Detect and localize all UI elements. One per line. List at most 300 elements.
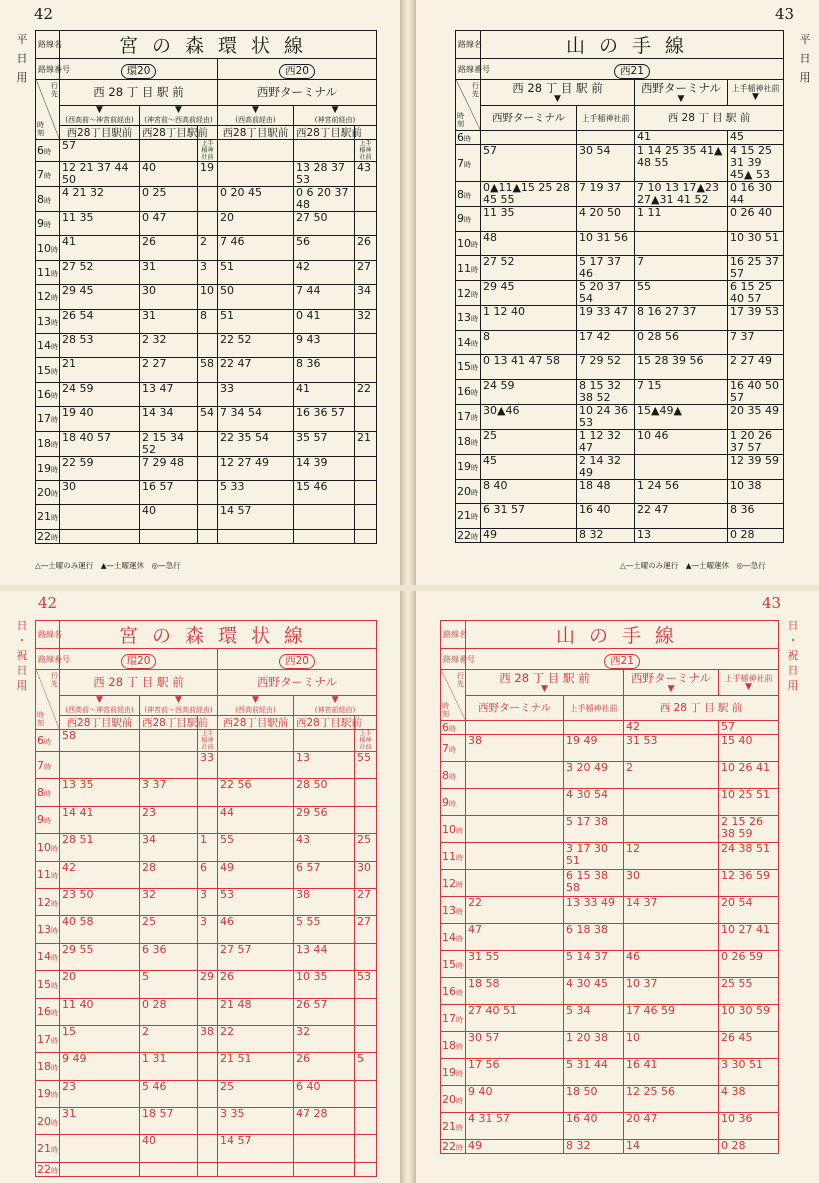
special-dest-note: 上手稲神社前	[198, 140, 218, 162]
sub-dest: 上手稲神社前	[564, 696, 624, 721]
down-arrow-icon: ▼	[252, 105, 259, 115]
minutes-cell: 3 37	[140, 779, 198, 806]
minutes-cell: 58	[198, 358, 218, 382]
minutes-cell: 23	[140, 806, 198, 833]
hour-value: 12	[457, 286, 471, 300]
page-number-top-right: 43	[775, 5, 795, 23]
minutes-cell: 14	[624, 1140, 719, 1154]
hour-value: 18	[442, 1038, 456, 1052]
sub-dest: 西野ターミナル	[481, 106, 577, 131]
hour-cell	[36, 358, 60, 382]
minutes-cell: 8	[481, 330, 577, 355]
minutes-cell: 2 15 26 38 59	[719, 816, 779, 843]
minutes-cell: 10 31 56	[577, 231, 635, 256]
table-row	[456, 429, 784, 454]
table-row	[36, 260, 377, 284]
table-row	[36, 916, 377, 943]
table-row	[441, 1059, 779, 1086]
minutes-cell: 41	[294, 382, 355, 406]
minutes-cell: 55	[355, 752, 377, 779]
minutes-cell: 0▲11▲15 25 28 45 55	[481, 182, 577, 207]
table-row	[36, 806, 377, 833]
hour-value: 12	[37, 290, 51, 304]
table-row	[36, 730, 377, 752]
via-text: (西高前経由)	[235, 706, 276, 714]
hour-value: 21	[37, 510, 51, 524]
hour-suffix: 時	[471, 389, 478, 397]
hour-suffix: 時	[456, 934, 463, 943]
dest-name: 西 28 丁 目 駅 前	[93, 85, 184, 99]
minutes-cell: 49	[466, 1140, 564, 1154]
side-char: 日	[16, 664, 28, 677]
minutes-cell	[355, 187, 377, 212]
hour-suffix: 時	[471, 290, 478, 299]
corner-header	[441, 670, 466, 721]
minutes-cell	[355, 505, 377, 529]
hour-value: 19	[442, 1065, 456, 1079]
table-row	[36, 1108, 377, 1135]
route-badge: 西21	[604, 654, 640, 669]
minutes-cell: 15▲49▲	[635, 404, 728, 429]
hour-value: 13	[442, 903, 456, 917]
route-title: 宮の森環状線	[60, 621, 377, 649]
minutes-cell: 26 45	[719, 1032, 779, 1059]
minutes-cell: 28	[140, 861, 198, 888]
minutes-cell: 5 33	[218, 480, 294, 504]
minutes-cell: 6 36	[140, 943, 198, 970]
minutes-cell: 16 25 37 57	[728, 256, 784, 281]
minutes-cell: 57	[719, 721, 779, 735]
minutes-cell: 0 26 40	[728, 207, 784, 232]
side-char: 用	[16, 679, 28, 692]
dest-name: 上手稲神社前	[724, 673, 773, 683]
table-row	[456, 330, 784, 355]
hour-value: 15	[37, 363, 51, 377]
minutes-cell: 3 35	[218, 1108, 294, 1135]
side-char: 平	[16, 33, 28, 46]
minutes-cell	[60, 505, 140, 529]
hour-value: 11	[442, 849, 456, 863]
hour-cell	[456, 231, 481, 256]
hour-cell	[36, 834, 60, 861]
hour-cell	[36, 1108, 60, 1135]
minutes-cell	[218, 162, 294, 187]
minutes-cell: 40	[140, 1135, 198, 1162]
minutes-cell: 3 30 51	[719, 1059, 779, 1086]
hour-value: 22	[457, 528, 471, 542]
special-dest-note: 上手稲神社前	[198, 730, 218, 752]
minutes-cell: 14 57	[218, 505, 294, 529]
route-badge: 西20	[279, 654, 315, 669]
hour-value: 18	[37, 437, 51, 451]
minutes-cell	[355, 480, 377, 504]
hour-cell	[36, 285, 60, 309]
minutes-cell: 4 30 54	[564, 789, 624, 816]
hour-suffix: 時	[471, 464, 478, 472]
minutes-cell	[355, 943, 377, 970]
hour-value: 11	[37, 868, 51, 882]
minutes-cell: 8 32	[564, 1140, 624, 1154]
hour-cell	[456, 528, 481, 542]
timetable-body	[36, 730, 377, 1177]
hour-label: 時刻	[442, 702, 449, 718]
minutes-cell: 1 20 38	[564, 1032, 624, 1059]
minutes-cell: 30	[60, 480, 140, 504]
legend-left: △―土曜のみ運行 ▲―土曜運休 ◎―急行	[35, 561, 181, 570]
minutes-cell	[355, 779, 377, 806]
minutes-cell	[466, 843, 564, 870]
minutes-cell: 26 57	[294, 998, 355, 1025]
route-badge: 環20	[121, 654, 157, 669]
hour-value: 17	[442, 1011, 456, 1025]
minutes-cell: 28 53	[60, 333, 140, 357]
minutes-cell	[355, 1135, 377, 1162]
hour-value: 22	[37, 1162, 51, 1176]
hour-cell	[441, 924, 466, 951]
hour-suffix: 時	[51, 1009, 58, 1018]
table-row	[456, 528, 784, 542]
hour-suffix: 時	[471, 532, 478, 541]
hour-suffix: 時	[51, 416, 58, 425]
side-char: 日	[799, 52, 811, 65]
hour-suffix: 時	[51, 490, 58, 499]
minutes-cell: 0 28	[728, 528, 784, 542]
table-row	[36, 998, 377, 1025]
hour-label: 時刻	[37, 121, 44, 137]
minutes-cell	[218, 529, 294, 543]
binding-gutter-top	[400, 0, 416, 585]
hour-value: 22	[442, 1140, 456, 1153]
hour-value: 7	[457, 156, 464, 170]
down-arrow-icon: ▼	[752, 91, 759, 102]
sub-dest: 上手稲神社前	[577, 106, 635, 131]
route-number-cell	[466, 649, 779, 670]
minutes-cell: 10 24 36 53	[577, 404, 635, 429]
hour-cell	[36, 382, 60, 406]
hour-cell	[441, 816, 466, 843]
hour-cell	[441, 762, 466, 789]
sub-dest: 西 28 丁 目 駅 前	[635, 106, 784, 131]
minutes-cell	[218, 140, 294, 162]
route-badge: 環20	[121, 64, 157, 79]
hour-value: 18	[37, 1059, 51, 1073]
minutes-cell: 16 40 50 57	[728, 379, 784, 404]
down-arrow-icon: ▼	[331, 105, 339, 115]
hour-cell	[36, 333, 60, 357]
hour-value: 19	[37, 1087, 51, 1101]
minutes-cell: 40	[140, 162, 198, 187]
hour-suffix: 時	[51, 318, 58, 327]
minutes-cell	[577, 131, 635, 145]
sub-dest: 西28丁目駅前	[294, 716, 355, 730]
hour-cell	[441, 951, 466, 978]
dest-header	[719, 670, 779, 696]
minutes-cell: 20 54	[719, 897, 779, 924]
weekday-label-left	[15, 30, 29, 87]
table-row	[441, 951, 779, 978]
minutes-cell: 4 30 45	[564, 978, 624, 1005]
minutes-cell: 29	[198, 971, 218, 998]
minutes-cell: 15 46	[294, 480, 355, 504]
dest-header	[624, 670, 719, 696]
minutes-cell	[198, 1135, 218, 1162]
hour-suffix: 時	[456, 1096, 463, 1105]
minutes-cell	[60, 529, 140, 543]
minutes-cell: 58	[60, 730, 140, 752]
minutes-cell: 8 15 32 38 52	[577, 379, 635, 404]
hour-value: 6	[37, 734, 44, 747]
minutes-cell: 11 40	[60, 998, 140, 1025]
minutes-cell: 25	[481, 429, 577, 454]
hour-cell	[441, 978, 466, 1005]
table-row	[456, 504, 784, 529]
down-arrow-icon: ▼	[667, 683, 675, 694]
minutes-cell: 1 20 26 37 57	[728, 429, 784, 454]
down-arrow-icon: ▼	[175, 105, 182, 115]
minutes-cell: 47 28	[294, 1108, 355, 1135]
minutes-cell	[218, 752, 294, 779]
table-row	[36, 162, 377, 187]
dest-header	[481, 80, 635, 106]
hour-suffix: 時	[51, 367, 58, 376]
hour-suffix: 時	[456, 1042, 463, 1051]
table-row	[36, 407, 377, 431]
minutes-cell: 21	[60, 358, 140, 382]
minutes-cell	[466, 816, 564, 843]
route-number-cell	[481, 59, 784, 80]
via-text: (神宮前経由)	[314, 116, 356, 124]
minutes-cell	[624, 789, 719, 816]
via-text: (神宮前経由)	[314, 706, 356, 714]
minutes-cell: 27	[355, 916, 377, 943]
hour-suffix: 時	[456, 1144, 463, 1152]
minutes-cell: 1 14 25 35 41▲ 48 55	[635, 145, 728, 182]
minutes-cell: 13 33 49	[564, 897, 624, 924]
route-title: 山の手線	[481, 31, 784, 59]
minutes-cell	[198, 456, 218, 480]
minutes-cell: 16 41	[624, 1059, 719, 1086]
route-number-cell	[60, 59, 218, 80]
table-row	[36, 236, 377, 260]
special-dest-note: 上手稲神社前	[355, 730, 377, 752]
minutes-cell	[294, 1135, 355, 1162]
minutes-cell: 32	[355, 309, 377, 333]
route-name-label: 路線名	[456, 31, 481, 59]
minutes-cell: 18 48	[577, 479, 635, 504]
minutes-cell: 7 29 52	[577, 355, 635, 380]
minutes-cell: 3	[198, 888, 218, 915]
side-char: 日	[16, 52, 28, 65]
side-char: 日	[787, 619, 799, 632]
table-row	[456, 404, 784, 429]
table-row	[456, 379, 784, 404]
minutes-cell: 54	[198, 407, 218, 431]
table-row	[456, 454, 784, 479]
hour-value: 19	[37, 461, 51, 475]
hour-value: 21	[37, 1142, 51, 1156]
minutes-cell	[198, 529, 218, 543]
hour-suffix: 時	[464, 191, 471, 200]
via-text: (西高前経由)	[235, 116, 276, 124]
minutes-cell: 24 38 51	[719, 843, 779, 870]
via-note	[60, 106, 140, 126]
dest-name: 西野ターミナル	[641, 80, 721, 95]
minutes-cell: 24 59	[60, 382, 140, 406]
minutes-cell: 19 49	[564, 735, 624, 762]
hour-suffix: 時	[51, 1036, 58, 1045]
hour-suffix: 時	[464, 160, 471, 169]
page-number-bottom-right: 43	[762, 594, 782, 612]
minutes-cell: 22 47	[635, 504, 728, 529]
hour-value: 10	[37, 241, 51, 255]
table-row	[36, 1025, 377, 1052]
down-arrow-icon: ▼	[554, 93, 561, 104]
hour-cell	[456, 429, 481, 454]
side-char: 祝	[787, 649, 799, 662]
hour-suffix: 時	[471, 439, 478, 447]
down-arrow-icon: ▼	[96, 105, 103, 115]
minutes-cell	[60, 1162, 140, 1176]
minutes-cell: 55	[635, 281, 728, 306]
minutes-cell	[198, 998, 218, 1025]
minutes-cell: 0 20 45	[218, 187, 294, 212]
minutes-cell	[60, 1135, 140, 1162]
minutes-cell: 5 46	[140, 1080, 198, 1107]
table-row	[441, 870, 779, 897]
hour-value: 17	[37, 412, 51, 426]
minutes-cell: 27 50	[294, 212, 355, 236]
dest-name: 西野ターミナル	[631, 670, 711, 685]
minutes-cell: 14 37	[624, 897, 719, 924]
minutes-cell: 43	[294, 834, 355, 861]
sub-dest: 西28丁目駅前	[294, 126, 355, 140]
minutes-cell: 20	[218, 212, 294, 236]
down-arrow-icon: ▼	[677, 93, 685, 104]
via-note	[140, 106, 218, 126]
minutes-cell	[198, 333, 218, 357]
minutes-cell: 6 31 57	[481, 504, 577, 529]
table-row	[36, 971, 377, 998]
hour-suffix: 時	[449, 772, 456, 781]
table-row	[36, 309, 377, 333]
hour-cell	[441, 870, 466, 897]
down-arrow-icon: ▼	[331, 695, 339, 705]
minutes-cell: 13 35	[60, 779, 140, 806]
minutes-cell: 8 36	[728, 504, 784, 529]
route-title: 山の手線	[466, 621, 779, 649]
minutes-cell: 44	[218, 806, 294, 833]
corner-header	[36, 80, 60, 140]
hour-suffix: 時	[471, 339, 478, 348]
minutes-cell: 30▲46	[481, 404, 577, 429]
hour-suffix: 時	[471, 364, 478, 373]
table-row	[456, 231, 784, 256]
minutes-cell: 12	[624, 843, 719, 870]
minutes-cell	[355, 456, 377, 480]
hour-value: 19	[457, 460, 471, 473]
hour-cell	[441, 735, 466, 762]
table-row	[36, 187, 377, 212]
table-row	[36, 1135, 377, 1162]
minutes-cell: 41	[635, 131, 728, 145]
hour-suffix: 時	[44, 817, 51, 826]
via-note	[60, 696, 140, 716]
minutes-cell: 42	[294, 260, 355, 284]
minutes-cell: 10 38	[728, 479, 784, 504]
hour-cell	[36, 1162, 60, 1176]
table-row	[456, 207, 784, 232]
minutes-cell: 1	[198, 834, 218, 861]
minutes-cell: 33	[198, 752, 218, 779]
down-arrow-icon: ▼	[96, 695, 103, 705]
minutes-cell	[466, 721, 564, 735]
side-char: 用	[787, 679, 799, 692]
via-note	[294, 106, 377, 126]
minutes-cell: 1 12 32 47	[577, 429, 635, 454]
hour-suffix: 時	[44, 762, 51, 771]
minutes-cell: 26	[140, 236, 198, 260]
hour-suffix: 時	[471, 488, 478, 497]
dest-header	[60, 670, 218, 696]
minutes-cell: 34	[355, 285, 377, 309]
hour-value: 20	[442, 1092, 456, 1106]
minutes-cell: 26 54	[60, 309, 140, 333]
table-row	[36, 779, 377, 806]
minutes-cell: 2 15 34 52	[140, 431, 198, 456]
minutes-cell: 30 57	[466, 1032, 564, 1059]
hour-cell	[441, 897, 466, 924]
minutes-cell: 29 56	[294, 806, 355, 833]
minutes-cell: 14 39	[294, 456, 355, 480]
minutes-cell	[624, 924, 719, 951]
minutes-cell: 2 32	[140, 333, 198, 357]
table-row	[36, 480, 377, 504]
minutes-cell: 6	[198, 861, 218, 888]
hour-label: 時刻	[37, 711, 44, 727]
minutes-cell: 5	[140, 971, 198, 998]
minutes-cell	[140, 730, 198, 752]
minutes-cell	[355, 529, 377, 543]
minutes-cell: 8 32	[577, 528, 635, 542]
minutes-cell: 17 39 53	[728, 306, 784, 331]
minutes-cell: 57	[481, 145, 577, 182]
hour-suffix: 時	[449, 799, 456, 808]
minutes-cell: 27 57	[218, 943, 294, 970]
hour-cell	[36, 806, 60, 833]
hour-cell	[36, 162, 60, 187]
minutes-cell: 24 59	[481, 379, 577, 404]
minutes-cell: 12 36 59	[719, 870, 779, 897]
route-number-label: 路線番号	[36, 649, 60, 670]
minutes-cell: 4 21 32	[60, 187, 140, 212]
hour-suffix: 時	[51, 1146, 58, 1155]
hour-cell	[36, 309, 60, 333]
hour-cell	[36, 1080, 60, 1107]
hour-value: 10	[37, 840, 51, 854]
minutes-cell: 26	[294, 1053, 355, 1080]
hour-suffix: 時	[51, 1063, 58, 1072]
minutes-cell: 49	[218, 861, 294, 888]
hour-value: 7	[442, 741, 449, 755]
hour-cell	[441, 843, 466, 870]
minutes-cell: 1 11	[635, 207, 728, 232]
minutes-cell	[355, 1162, 377, 1176]
via-note	[218, 696, 294, 716]
hour-cell	[36, 888, 60, 915]
hour-cell	[456, 504, 481, 529]
minutes-cell: 30	[140, 285, 198, 309]
minutes-cell: 0 41	[294, 309, 355, 333]
